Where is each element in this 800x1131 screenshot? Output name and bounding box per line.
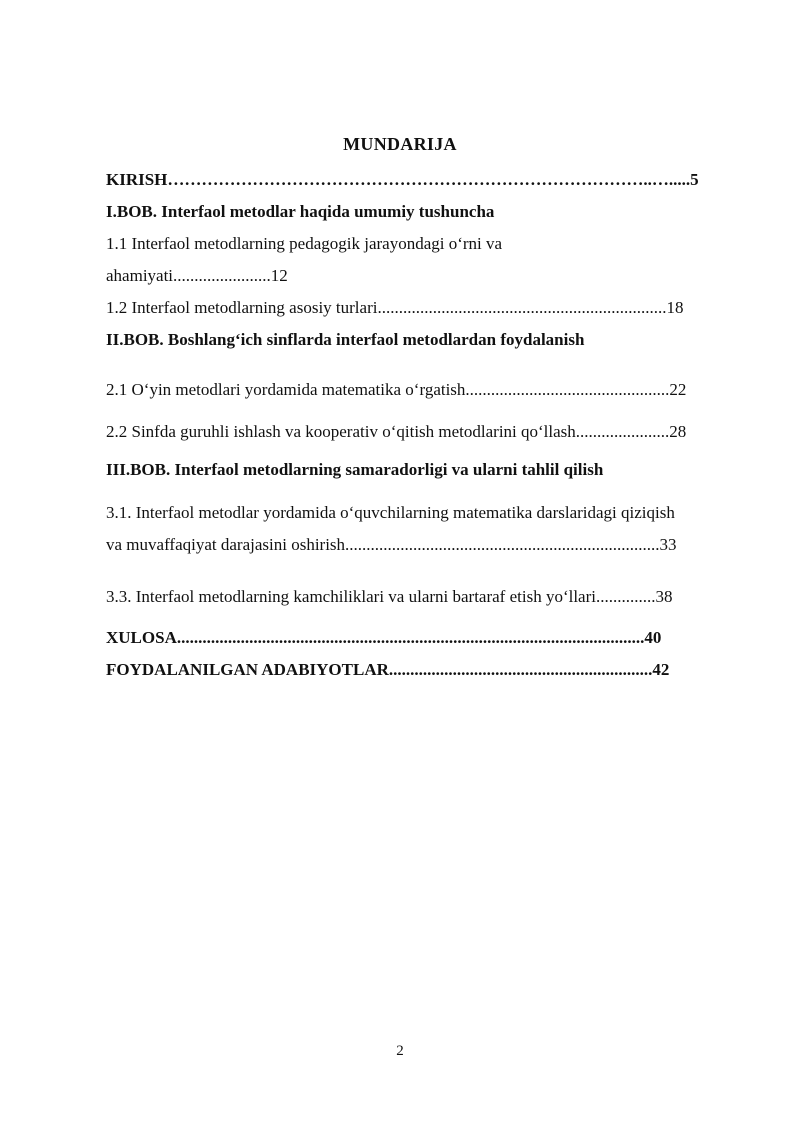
page-number: 2 xyxy=(396,1043,404,1059)
toc-bob1-heading: I.BOB. Interfaol metodlar haqida umumiy tushuncha xyxy=(106,202,495,221)
toc-item-2-2: 2.2 Sinfda guruhli ishlash va kooperativ o‘qitish metodlarini qo‘llash......................28 xyxy=(106,422,687,441)
toc-item-2-1: 2.1 O‘yin metodlari yordamida matematika o‘rgatish................................................22 xyxy=(106,380,687,399)
toc-kirish: KIRISH…………………………………………………………………………..….....5 xyxy=(106,170,699,189)
toc-item-1-2: 1.2 Interfaol metodlarning asosiy turlari....................................................................18 xyxy=(106,298,684,317)
toc-item-1-1-line1: 1.1 Interfaol metodlarning pedagogik jarayondagi o‘rni va xyxy=(106,234,503,253)
toc-xulosa: XULOSA..............................................................................................................40 xyxy=(106,628,662,647)
page-title: MUNDARIJA xyxy=(343,134,457,154)
toc-item-3-3: 3.3. Interfaol metodlarning kamchiliklari va ularni bartaraf etish yo‘llari..............38 xyxy=(106,587,673,606)
toc-bob3-heading: III.BOB. Interfaol metodlarning samaradorligi va ularni tahlil qilish xyxy=(106,460,604,479)
toc-item-1-1-line2: ahamiyati.......................12 xyxy=(106,266,288,285)
toc-item-3-1-line2: va muvaffaqiyat darajasini oshirish..........................................................................33 xyxy=(106,535,677,554)
toc-foydalanilgan: FOYDALANILGAN ADABIYOTLAR..............................................................42 xyxy=(106,660,670,679)
toc-item-3-1-line1: 3.1. Interfaol metodlar yordamida o‘quvchilarning matematika darslaridagi qiziqish xyxy=(106,503,675,522)
toc-bob2-heading: II.BOB. Boshlang‘ich sinflarda interfaol metodlardan foydalanish xyxy=(106,330,585,349)
